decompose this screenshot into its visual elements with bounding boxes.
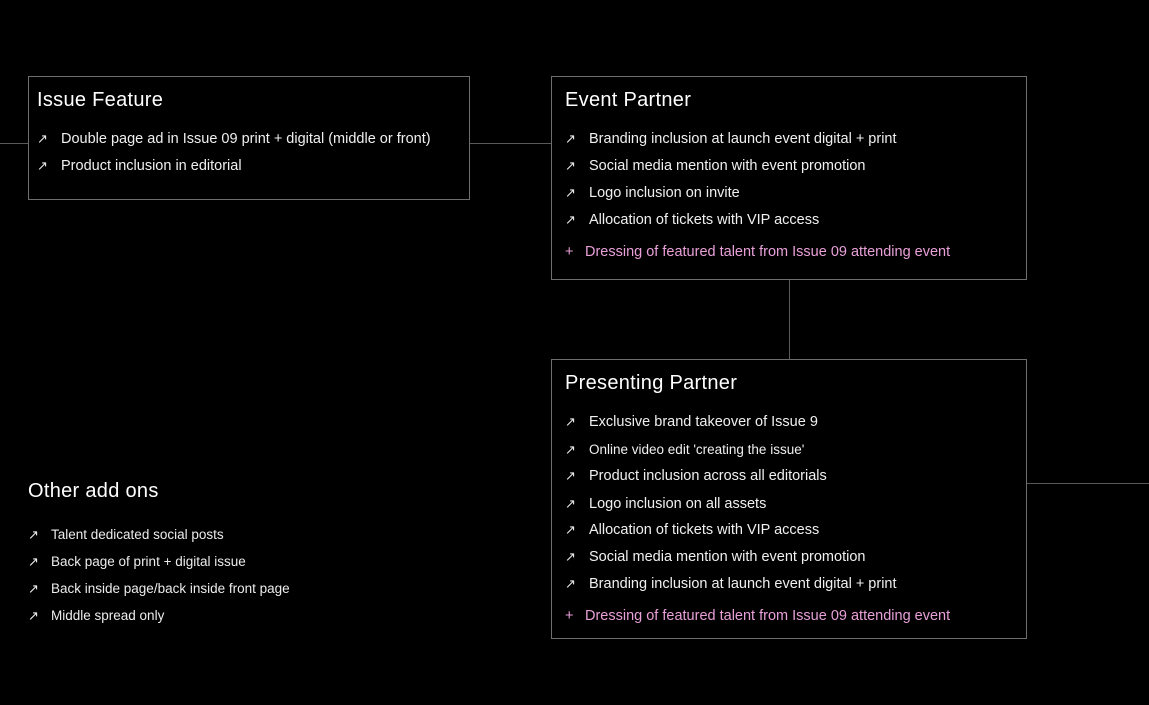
list-item: ↗ Talent dedicated social posts bbox=[28, 527, 224, 542]
north-east-arrow-icon: ↗ bbox=[565, 212, 576, 227]
list-item: ↗ Social media mention with event promotion bbox=[565, 158, 866, 174]
issue-feature-title: Issue Feature bbox=[37, 89, 164, 111]
north-east-arrow-icon: ↗ bbox=[565, 549, 576, 564]
connector-event-presenting bbox=[789, 279, 790, 360]
north-east-arrow-icon: ↗ bbox=[565, 442, 576, 457]
plus-icon: + bbox=[565, 608, 574, 624]
north-east-arrow-icon: ↗ bbox=[37, 158, 48, 173]
list-item: ↗ Product inclusion in editorial bbox=[37, 158, 242, 174]
north-east-arrow-icon: ↗ bbox=[565, 158, 576, 173]
list-item: ↗ Allocation of tickets with VIP access bbox=[565, 522, 820, 538]
plus-icon: + bbox=[565, 244, 574, 260]
list-item: ↗ Exclusive brand takeover of Issue 9 bbox=[565, 414, 818, 430]
list-item: ↗ Online video edit 'creating the issue' bbox=[565, 442, 805, 457]
extra-item: + Dressing of featured talent from Issue 09 attending event bbox=[565, 244, 951, 260]
connector-left bbox=[0, 143, 29, 144]
list-item: ↗ Social media mention with event promotion bbox=[565, 549, 866, 565]
other-add-ons-title: Other add ons bbox=[28, 480, 159, 502]
north-east-arrow-icon: ↗ bbox=[565, 131, 576, 146]
list-item: ↗ Product inclusion across all editorials bbox=[565, 468, 827, 484]
list-item: ↗ Branding inclusion at launch event digital + print bbox=[565, 131, 897, 147]
north-east-arrow-icon: ↗ bbox=[28, 608, 39, 623]
list-item: ↗ Back inside page/back inside front page bbox=[28, 581, 290, 596]
list-item: ↗ Logo inclusion on invite bbox=[565, 185, 740, 201]
north-east-arrow-icon: ↗ bbox=[565, 576, 576, 591]
north-east-arrow-icon: ↗ bbox=[565, 496, 576, 511]
connector-right bbox=[1026, 483, 1149, 484]
list-item: ↗ Branding inclusion at launch event digital + print bbox=[565, 576, 897, 592]
north-east-arrow-icon: ↗ bbox=[565, 522, 576, 537]
list-item: ↗ Double page ad in Issue 09 print + digital (middle or front) bbox=[37, 131, 431, 147]
presenting-partner-title: Presenting Partner bbox=[565, 372, 738, 394]
north-east-arrow-icon: ↗ bbox=[565, 414, 576, 429]
north-east-arrow-icon: ↗ bbox=[565, 185, 576, 200]
connector-issue-event bbox=[469, 143, 552, 144]
event-partner-box bbox=[551, 76, 1027, 280]
extra-item: + Dressing of featured talent from Issue 09 attending event bbox=[565, 608, 951, 624]
north-east-arrow-icon: ↗ bbox=[37, 131, 48, 146]
event-partner-title: Event Partner bbox=[565, 89, 692, 111]
issue-feature-box bbox=[28, 76, 470, 200]
north-east-arrow-icon: ↗ bbox=[28, 554, 39, 569]
list-item: ↗ Middle spread only bbox=[28, 608, 165, 623]
list-item: ↗ Allocation of tickets with VIP access bbox=[565, 212, 820, 228]
list-item: ↗ Logo inclusion on all assets bbox=[565, 496, 767, 512]
north-east-arrow-icon: ↗ bbox=[28, 527, 39, 542]
north-east-arrow-icon: ↗ bbox=[28, 581, 39, 596]
list-item: ↗ Back page of print + digital issue bbox=[28, 554, 246, 569]
presenting-partner-box bbox=[551, 359, 1027, 639]
north-east-arrow-icon: ↗ bbox=[565, 468, 576, 483]
